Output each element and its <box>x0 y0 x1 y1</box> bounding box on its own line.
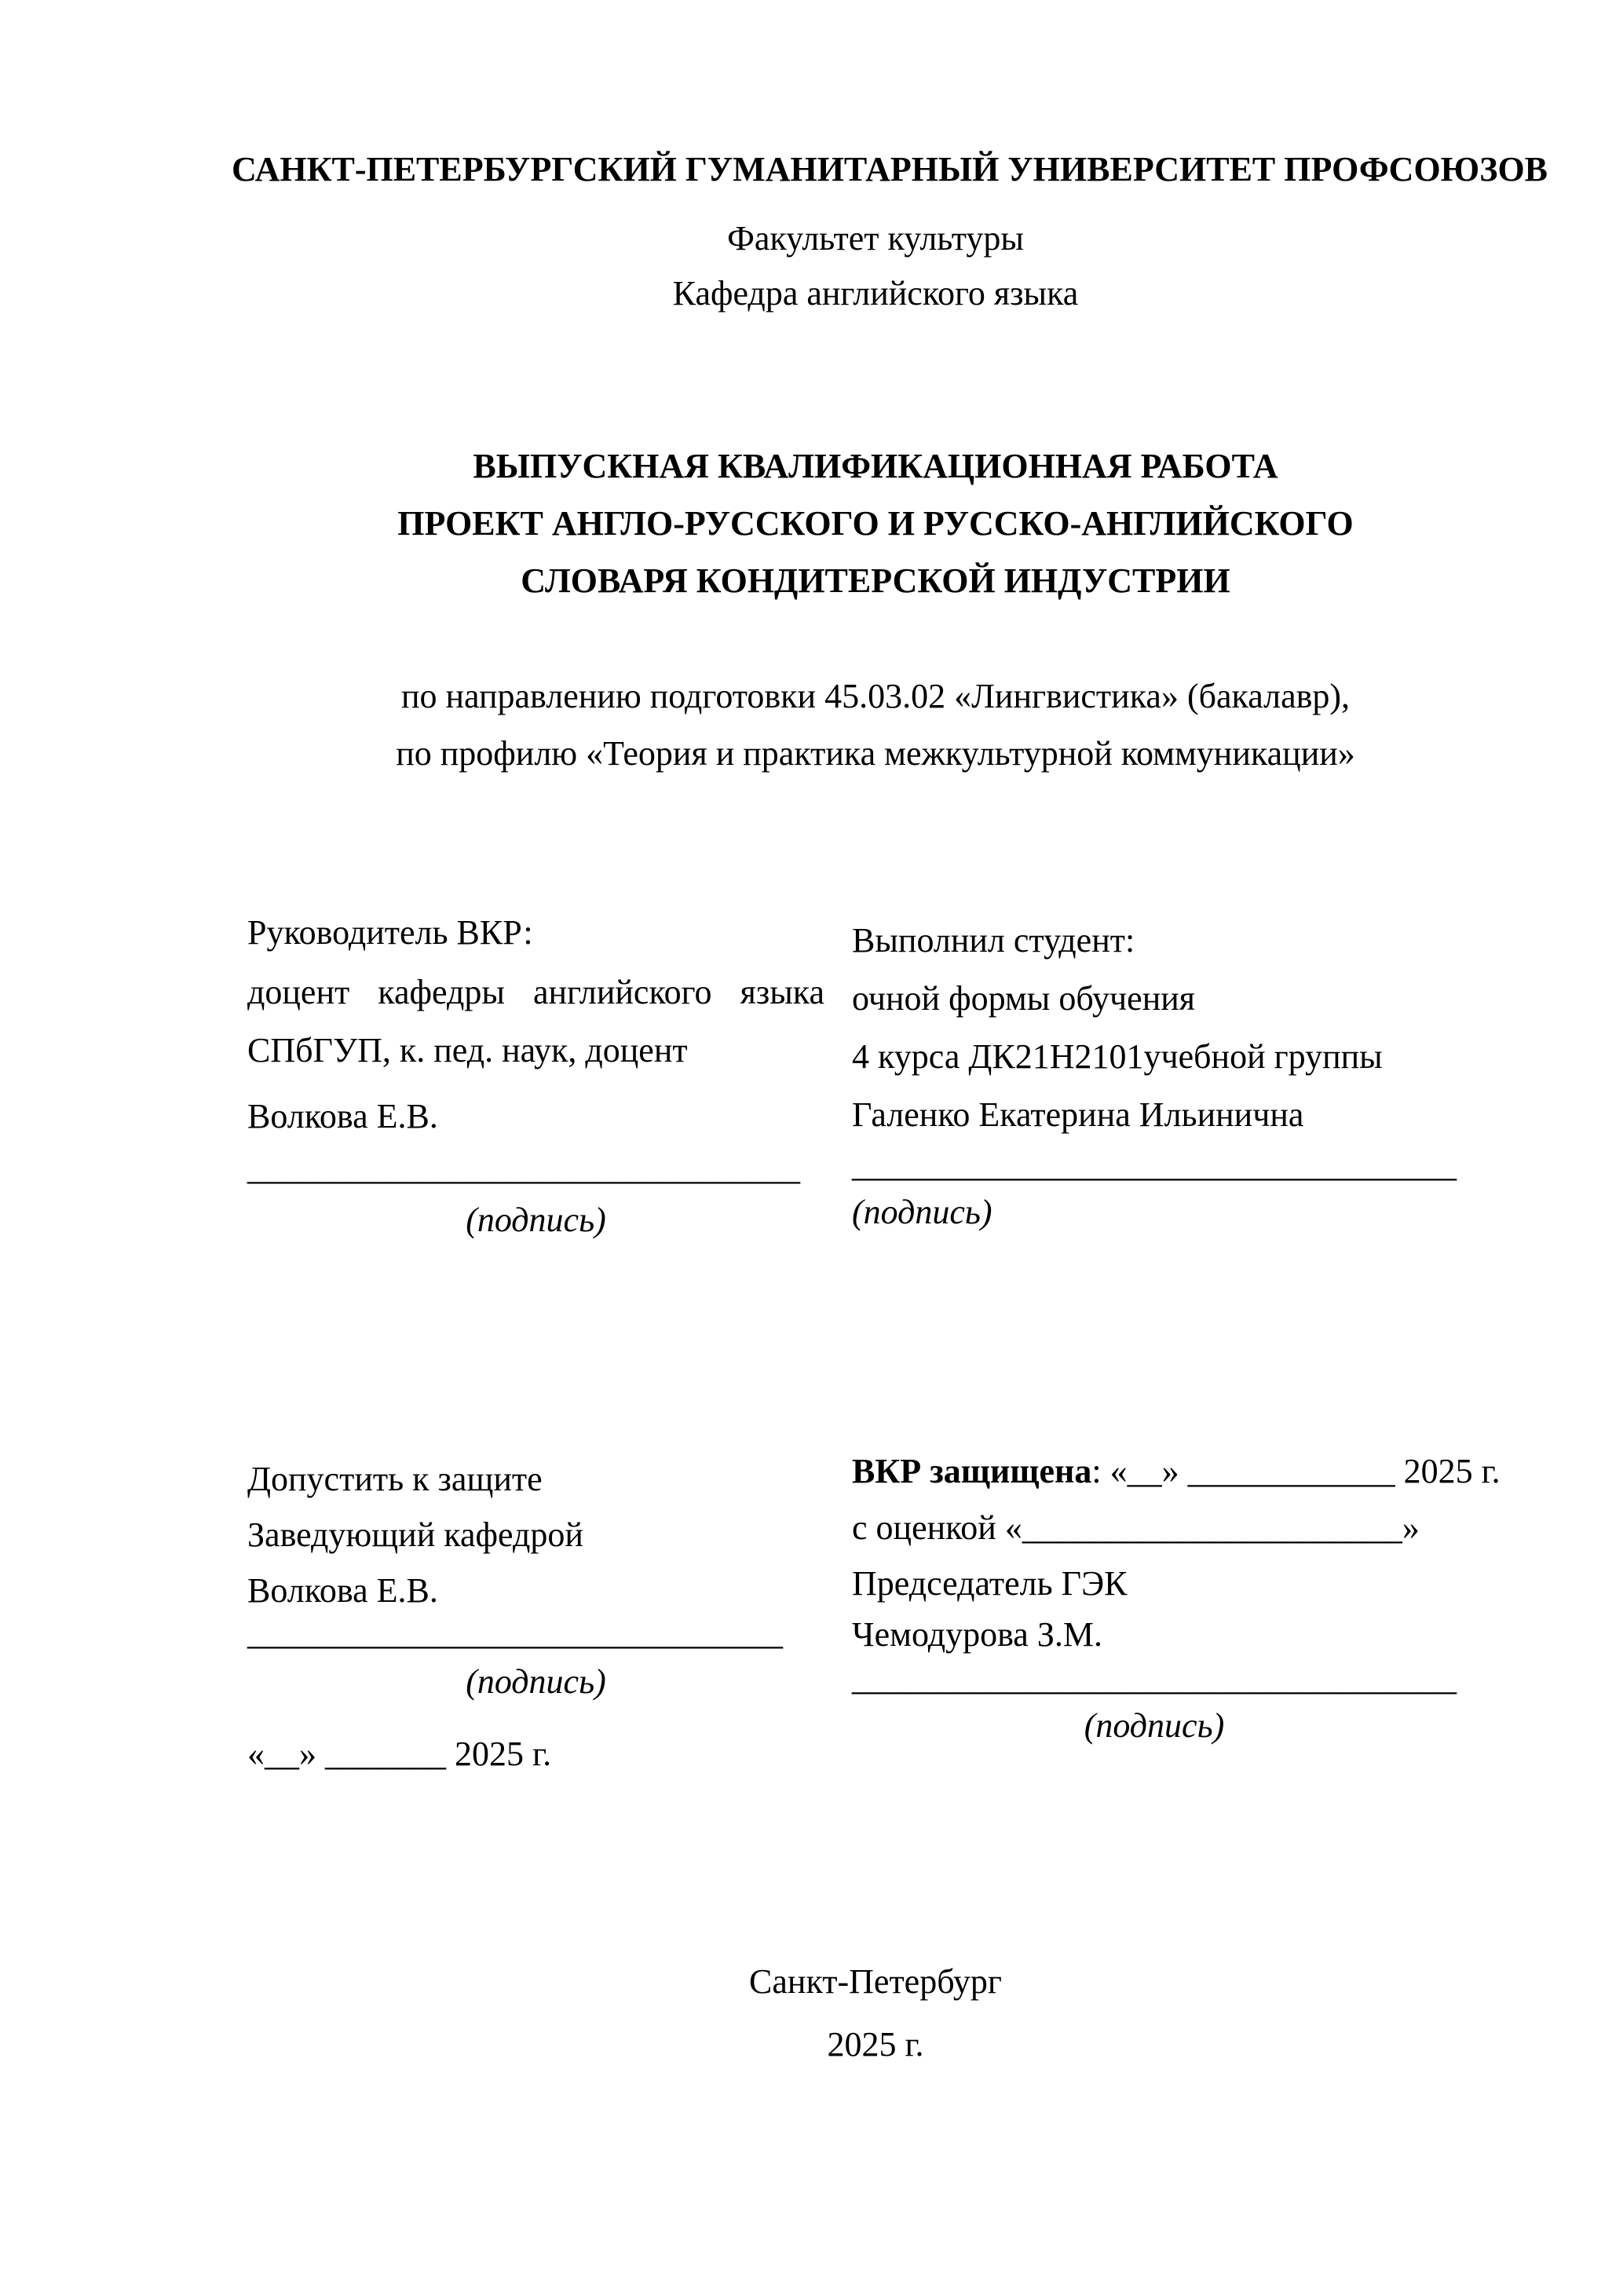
student-signature-line: ___________________________________ <box>852 1146 1457 1184</box>
defense-chairman-title: Председатель ГЭК <box>852 1564 1128 1603</box>
work-title-line-2: СЛОВАРЯ КОНДИТЕРСКОЙ ИНДУСТРИИ <box>521 561 1230 600</box>
department-name: Кафедра английского языка <box>672 274 1079 313</box>
footer-year: 2025 г. <box>827 2025 924 2064</box>
defense-signature-line: ___________________________________ <box>852 1659 1457 1698</box>
supervisor-position-line-1: доцент кафедры английского языка <box>247 973 824 1011</box>
student-study-form: очной формы обучения <box>852 979 1196 1018</box>
university-name: САНКТ-ПЕТЕРБУРГСКИЙ ГУМАНИТАРНЫЙ УНИВЕРСИТЕТ ПРОФСОЮЗОВ <box>232 150 1548 188</box>
program-profile: по профилю «Теория и практика межкультурной коммуникации» <box>396 734 1355 773</box>
defense-grade-line: с оценкой «______________________» <box>852 1508 1420 1547</box>
admission-date-line: «__» _______ 2025 г. <box>247 1735 552 1773</box>
student-signature-caption: (подпись) <box>852 1193 992 1231</box>
defense-status-rest: : «__» ____________ 2025 г. <box>1091 1452 1501 1490</box>
defense-status-label: ВКР защищена <box>852 1452 1092 1490</box>
student-label: Выполнил студент: <box>852 921 1135 960</box>
admission-head-name: Волкова Е.В. <box>247 1571 438 1610</box>
program-direction: по направлению подготовки 45.03.02 «Лингвистика» (бакалавр), <box>400 677 1351 715</box>
admission-line-1: Допустить к защите <box>247 1460 543 1498</box>
work-type: ВЫПУСКНАЯ КВАЛИФИКАЦИОННАЯ РАБОТА <box>473 447 1278 485</box>
work-title-line-1: ПРОЕКТ АНГЛО-РУССКОГО И РУССКО-АНГЛИЙСКОГО <box>397 504 1354 543</box>
admission-signature-line: _______________________________ <box>247 1614 783 1652</box>
supervisor-signature-caption: (подпись) <box>466 1201 606 1239</box>
supervisor-signature-line: ________________________________ <box>247 1149 800 1187</box>
supervisor-name: Волкова Е.В. <box>247 1097 438 1135</box>
faculty-name: Факультет культуры <box>727 219 1024 258</box>
footer-city: Санкт-Петербург <box>749 1962 1002 2001</box>
defense-status-line <box>852 1451 1501 1492</box>
defense-signature-caption: (подпись) <box>1084 1706 1225 1745</box>
student-group: 4 курса ДК21Н2101учебной группы <box>852 1037 1383 1076</box>
supervisor-position-line-2: СПбГУП, к. пед. наук, доцент <box>247 1031 688 1069</box>
student-name: Галенко Екатерина Ильинична <box>852 1095 1304 1134</box>
admission-line-2: Заведующий кафедрой <box>247 1515 583 1554</box>
defense-chairman-name: Чемодурова З.М. <box>852 1615 1102 1654</box>
admission-signature-caption: (подпись) <box>466 1662 606 1701</box>
supervisor-label: Руководитель ВКР: <box>247 913 533 952</box>
